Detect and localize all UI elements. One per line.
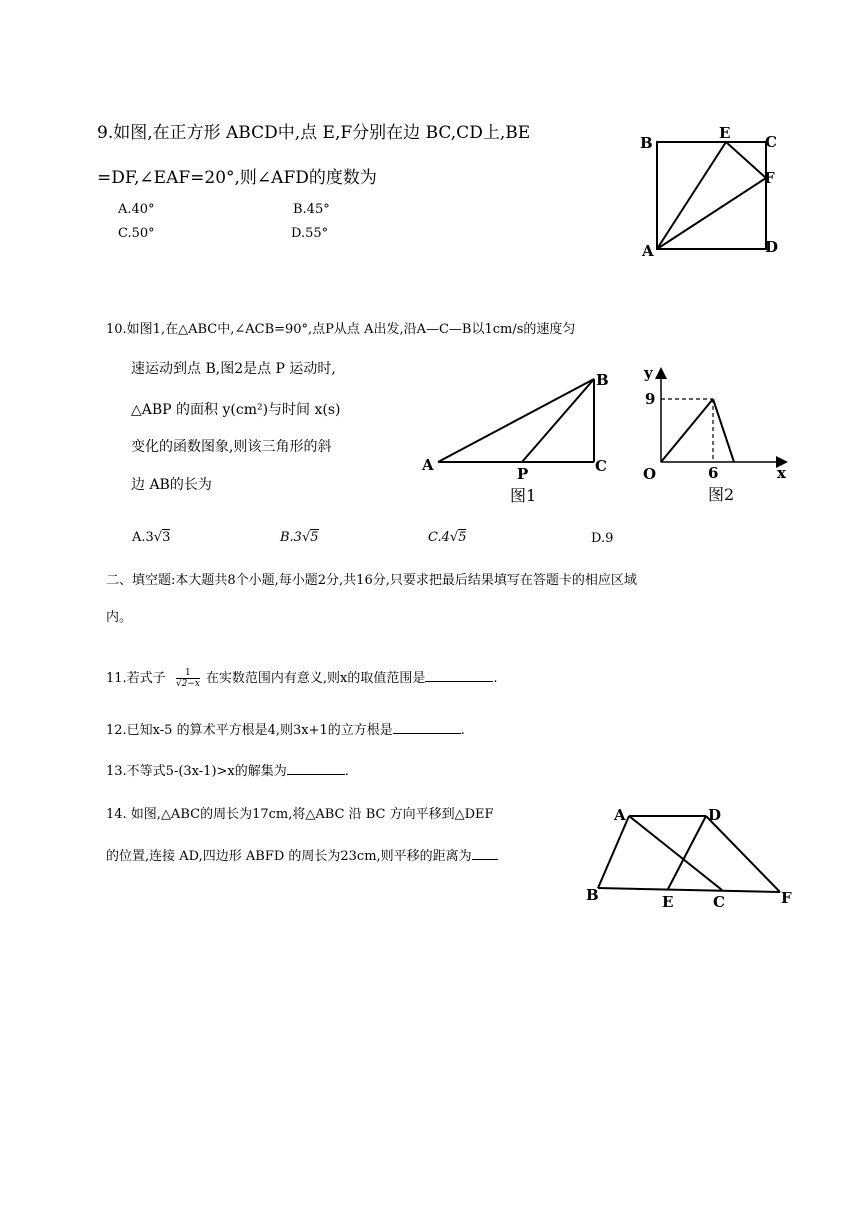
q9-line1: 9.如图,在正方形 ABCD中,点 E,F分别在边 BC,CD上,BE (97, 123, 531, 143)
q10-option-a-prefix: A.3 (132, 530, 154, 545)
q10-option-a-radicand: 3 (162, 530, 171, 545)
q13-text: 13.不等式5-(3x-1)>x的解集为 (106, 764, 287, 779)
q12-text: 12.已知x-5 的算术平方根是4,则3x+1的立方根是 (106, 723, 393, 738)
q9-option-d: D.55° (291, 226, 329, 241)
section2-instructions-line2: 内。 (106, 610, 133, 625)
q10-fig2-origin-label: O (643, 465, 657, 483)
q10-option-b-prefix: B.3 (280, 530, 302, 545)
q9-label-f: F (764, 169, 775, 187)
q11-fraction-numerator: 1 (176, 668, 200, 679)
q10-option-d: D.9 (591, 531, 614, 546)
q10-figure1-triangle (420, 365, 620, 510)
q10-fig1-caption: 图1 (510, 486, 537, 505)
q10-line3: △ABP 的面积 y(cm²)与时间 x(s) (131, 402, 341, 418)
q10-option-a-sqrt: √3 (153, 530, 171, 545)
q9-square-figure (630, 118, 790, 263)
q14-answer-blank[interactable] (472, 845, 498, 860)
q10-fig2-x-axis-label: x (777, 464, 786, 482)
q14-label-a: A (614, 806, 626, 824)
q13-line (106, 760, 349, 779)
q10-option-b (280, 530, 319, 545)
q9-option-a: A.40° (118, 202, 155, 217)
q13-answer-blank[interactable] (287, 760, 345, 775)
q10-line5: 边 AB的长为 (131, 477, 212, 493)
q10-option-a (132, 530, 170, 545)
q10-line4: 变化的函数图象,则该三角形的斜 (131, 439, 332, 455)
q11-line (106, 667, 498, 689)
q10-option-c (428, 530, 466, 545)
q14-line2-text: 的位置,连接 AD,四边形 ABFD 的周长为23cm,则平移的距离为 (106, 849, 472, 864)
q10-option-b-radicand: 5 (310, 530, 319, 545)
q14-line2 (106, 845, 498, 864)
q10-option-b-sqrt: √5 (301, 530, 319, 545)
q14-label-c: C (713, 893, 725, 911)
q12-line (106, 719, 465, 738)
q11-prefix: 11.若式子 (106, 671, 166, 686)
q11-suffix: 在实数范围内有意义,则x的取值范围是 (205, 671, 426, 686)
q9-label-d: D (765, 238, 779, 256)
q10-option-c-radicand: 5 (458, 530, 467, 545)
q14-label-e: E (662, 893, 674, 911)
q9-label-c: C (765, 133, 777, 151)
q10-fig2-x-tick: 6 (708, 464, 719, 482)
q12-end: . (460, 723, 465, 738)
q11-fraction-denominator: √2−x (175, 679, 200, 689)
q10-fig2-caption: 图2 (708, 485, 735, 504)
q11-end: . (493, 671, 498, 686)
q9-line2: =DF,∠EAF=20°,则∠AFD的度数为 (97, 168, 377, 188)
q10-fig2-y-axis-label: y (644, 364, 653, 382)
section2-instructions-line1: 二、填空题:本大题共8个小题,每小题2分,共16分,只要求把最后结果填写在答题卡的相应区域 (106, 573, 637, 588)
q10-line1: 10.如图1,在△ABC中,∠ACB=90°,点P从点 A出发,沿A—C—B以1cm/s的速度匀 (106, 322, 576, 337)
q10-figure2-graph (635, 362, 795, 510)
q10-fig2-y-tick: 9 (645, 390, 656, 408)
q14-label-b: B (586, 886, 599, 904)
q10-fig1-label-p: P (517, 465, 529, 483)
q14-label-f: F (781, 889, 792, 907)
q10-line2: 速运动到点 B,图2是点 P 运动时, (131, 361, 336, 377)
q14-line1: 14. 如图,△ABC的周长为17cm,将△ABC 沿 BC 方向平移到△DEF (106, 807, 494, 822)
q10-option-c-prefix: C.4 (428, 530, 450, 545)
q10-option-c-sqrt: √5 (449, 530, 467, 545)
q10-fig1-label-b: B (596, 371, 609, 389)
q9-option-c: C.50° (118, 226, 155, 241)
q10-fig1-label-c: C (595, 457, 607, 475)
q9-label-e: E (719, 124, 731, 142)
q9-option-b: B.45° (293, 202, 330, 217)
q13-end: . (344, 764, 349, 779)
q9-label-a: A (642, 242, 654, 260)
q11-answer-blank[interactable] (425, 667, 493, 682)
q10-fig1-label-a: A (422, 456, 434, 474)
q14-translation-figure (582, 800, 797, 915)
q11-fraction (176, 668, 200, 689)
q9-label-b: B (640, 134, 653, 152)
q14-label-d: D (708, 806, 722, 824)
q12-answer-blank[interactable] (393, 719, 461, 734)
